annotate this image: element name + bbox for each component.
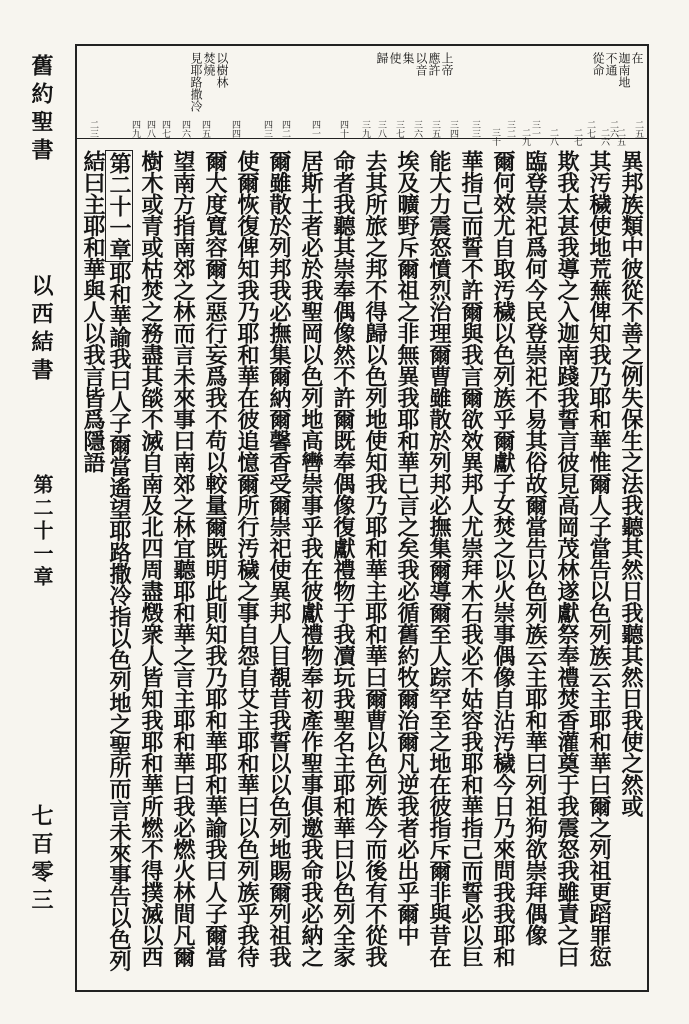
- verse-ref: 三六: [412, 120, 422, 138]
- book-title: 舊約聖書: [28, 54, 54, 166]
- text-column: 望南方指南郊之林而言未來事曰南郊之林宜聽耶和華之言主耶和華曰我必燃火林間凡爾: [170, 150, 196, 967]
- text-column: 結曰主耶和華與人以我言皆爲隱語: [80, 150, 106, 473]
- chapter-label: 第二十一章: [30, 474, 54, 589]
- verse-ref: 二五: [615, 128, 625, 146]
- verse-ref: 四二: [280, 120, 290, 138]
- verse-ref: 二五: [633, 120, 643, 138]
- text-column: 命者我聽其崇奉偶像然不許爾既奉偶像復獻禮物于我凟玩我聖名主耶和華曰以色列全家: [330, 150, 356, 967]
- margin-note: 見耶路撒冷: [189, 52, 203, 112]
- text-column: 華指己而誓不許爾與我言爾欲效異邦人尤崇拜木石我必不姑容我耶和華指己而誓必以巨: [458, 150, 484, 967]
- frame-left-rule: [75, 44, 77, 992]
- verse-ref: 三三: [470, 120, 480, 138]
- verse-ref: 二八: [548, 128, 558, 146]
- verse-ref: 二七: [585, 120, 595, 138]
- chapter-heading: 第二十一章: [106, 152, 132, 260]
- verse-ref: 三七: [394, 120, 404, 138]
- verse-ref: 二七: [572, 128, 582, 146]
- margin-note: 迦南地: [617, 52, 631, 88]
- verse-ref: 三一: [530, 120, 540, 138]
- verse-ref: 四八: [145, 120, 155, 138]
- text-column: 爾大度寬容爾之惡行妄爲我不苟以較量爾既明此則知我乃耶和華耶和華諭我曰人子爾當: [202, 150, 228, 967]
- margin-note: 不通: [604, 52, 618, 76]
- text-column: 爾何效尤自取汚穢以色列族乎爾獻子女焚之以火崇事偶像自沾汚穢今日乃來問我我耶和: [490, 150, 516, 967]
- verse-ref: 四四: [230, 120, 240, 138]
- text-column: 居斯土者必於我聖岡以色列地高轡崇事乎我在彼獻禮物奉初產作聖事俱邀我命我必納之: [298, 150, 324, 967]
- text-column: 異邦族類中彼從不善之例失保生之法我聽其然日我聽其然日我使之然或: [618, 150, 644, 817]
- frame-bottom-rule: [75, 990, 649, 992]
- text-column: 樹木或青或枯焚之務盡其燄不滅自南及北四周盡燬衆人皆知我耶和華所燃不得撲滅以西: [138, 150, 164, 967]
- page-number: 七百零三: [28, 804, 54, 916]
- verse-ref: 二六: [608, 120, 618, 138]
- text-column: [106, 150, 131, 971]
- verse-ref: 二九: [520, 128, 530, 146]
- text-column: 欺我太甚我導之入迦南踐我誓言彼見高岡茂林遂獻祭奉禮焚香灌奠于我震怒我雖責之曰: [554, 150, 580, 967]
- verse-ref: 三四: [448, 120, 458, 138]
- margin-note: 使: [388, 52, 402, 64]
- margin-note: 以樹林: [215, 52, 229, 88]
- margin-note: 在: [630, 52, 644, 64]
- text-column: 使爾恢復俾知我乃耶和華在彼追憶爾所行汚穢之事自怨自艾主耶和華曰以色列族乎我待: [234, 150, 260, 967]
- book-name: 以西結書: [28, 274, 54, 386]
- text-column: 臨登崇祀爲何今民登崇祀不易其俗故爾當告以色列族云主耶和華曰列祖狗欲崇拜偶像: [522, 150, 548, 946]
- running-head: [8, 44, 74, 992]
- verse-ref: 四三: [262, 120, 272, 138]
- text-column: 去其所旅之邦不得歸以色列地使知我乃耶和華主耶和華曰爾曹以色列族今而後有不從我: [362, 150, 388, 967]
- margin-note: 以音: [414, 52, 428, 76]
- margin-note: 從命: [591, 52, 605, 76]
- verse-ref: 四一: [310, 120, 320, 138]
- text-column: 能大力震怒憤烈治理爾曹雖散於列邦必撫集爾導爾至人踪罕至之地在彼指斥爾非與昔在: [426, 150, 452, 967]
- verse-ref: 三二: [505, 120, 515, 138]
- text-column: 其汚穢使地荒蕪俾知我乃耶和華惟爾人子當告以色列族云主耶和華曰爾之列祖更蹈罪愆: [586, 150, 612, 967]
- note-band-rule: [75, 138, 649, 139]
- margin-note: 焚燒: [202, 52, 216, 76]
- frame-right-rule: [647, 44, 649, 992]
- verse-ref: 四十: [338, 120, 348, 138]
- verse-ref: 二三: [88, 120, 98, 138]
- verse-ref: 三十: [490, 128, 500, 146]
- verse-ref: 三九: [360, 120, 370, 138]
- margin-note: 集: [401, 52, 415, 64]
- verse-ref: 三八: [376, 120, 386, 138]
- margin-note: 歸: [375, 52, 389, 64]
- verse-ref: 四九: [130, 120, 140, 138]
- margin-note: 上帝: [440, 52, 454, 76]
- text-column: 爾雖散於列邦我必撫集爾納爾馨香受爾崇祀使異邦人目覩昔我誓以以色列地賜爾列祖我: [266, 150, 292, 967]
- verse-ref: 四六: [180, 120, 190, 138]
- verse-ref: 二六: [599, 128, 609, 146]
- verse-ref: 四七: [160, 120, 170, 138]
- main-text: [80, 150, 645, 985]
- verse-ref: 三五: [430, 120, 440, 138]
- text-column: 埃及曠野斥爾祖之非無異我耶和華已言之矣我必循舊約牧爾治爾凡逆我者必出乎爾中: [394, 150, 420, 946]
- margin-note: 應許: [427, 52, 441, 76]
- frame-top-rule: [75, 44, 649, 46]
- verse-ref: 四五: [200, 120, 210, 138]
- chapter-21-text: 耶和華諭我曰人子爾當遙望耶路撒冷指以色列地之聖所而言未來事告以色列: [106, 261, 132, 971]
